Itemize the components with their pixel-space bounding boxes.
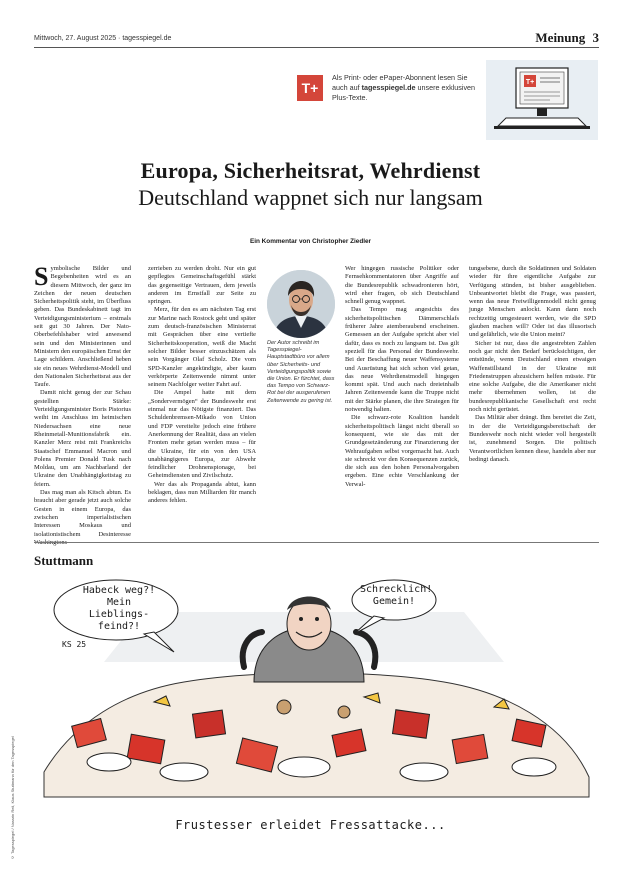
author-portrait — [267, 270, 335, 338]
cartoon-caption: Frustesser erleidet Fressattacke... — [175, 818, 446, 832]
promo-text-part2: unsere exklusiven Plus-Texte. — [332, 83, 476, 102]
cartoon-signature: KS 25 — [62, 640, 87, 649]
paragraph: Das Militär aber drängt. Ihm bereitet die Zeit, in der die Verteidigungsbereitschaft der Bundeswehr noch nicht wieder voll hergestellt ist, zunehmend Sorgen. Die politisch Verantwortlichen kennen diese, handeln aber nur bedingt danach. — [469, 414, 596, 463]
section-separator — [34, 542, 599, 543]
article-column-4 — [469, 265, 596, 464]
masthead-section — [535, 30, 599, 46]
tplus-badge: T+ — [297, 75, 323, 101]
computer-illustration-icon — [486, 60, 598, 140]
paragraph: Damit nicht genug der zur Schau gestellten Stärke: Verteidigungsminister Boris Pistorius weiht im Anschluss im heimischen Niedersachsen eine neue Rheinmetall-Munitionsfabrik ein. Kanzler Merz reist mit Frankreichs Staatschef Emmanuel Macron und Polens Premier Donald Tusk nach Moldau, um am Nachbarland der Ukraine den Unabhängigkeitstag zu feiern. — [34, 389, 131, 488]
article-headline: Europa, Sicherheitsrat, Wehrdienst — [140, 158, 481, 183]
paragraph: Die schwarz-rote Koalition handelt sicherheitspolitisch längst nicht überall so konsequent, wie sie das mit der Grundgesetzänderung zur Finanzierung der Wehraufgaben selbst vorgemacht hat. Auch sie schreckt vor den Konsequenzen zurück, die sich aus den hohen Personalvorgaben ergeben. Eine echte Verschlankung der Verwal- — [345, 414, 459, 488]
paragraph: Wer hingegen russische Politiker oder Fernsehkommentatoren über Angriffe auf die Bundesrepublik schwadronieren hört, wird eher fragen, ob sich Deutschland schnell genug wappnet. — [345, 265, 459, 306]
paragraph: Wer das als Propaganda abtut, kann beklagen, dass nun Milliarden für manch anderes fehlen. — [148, 480, 256, 505]
paragraph: Die Ampel hatte mit dem „Sondervermögen“ der Bundeswehr erst einmal nur das Nötigste finanziert. Das Schuldenbremsen-Mikado von Union und FDP vereitelte jedoch eine frühere Anerkennung der Realität, dass an vielen Fronten mehr getan werden muss – für die Ukraine, für ein von den USA unabhängigeres Europa, zur Abwehr feindlicher Drohnenspionage, bei Geheimdiensten und Zivilschutz. — [148, 389, 256, 480]
paragraph: Sicher ist nur, dass die angestrebten Zahlen noch gar nicht den Bedarf berücksichtigen, der entstünde, wenn Deutschland einen etwaigen Waffenstillstand in der Ukraine mit Friedenstruppen abzusichern helfen müsste. Für eine solche Aufgabe, die die Amerikaner nicht mehr übernehmen wollen, ist die bundesrepublikanische Gesellschaft erst recht noch nicht gerüstet. — [469, 339, 596, 414]
paragraph: zerrieben zu werden droht. Nur ein gut gepflegtes Gemeinschaftsgefühl stärkt das gegenseitige Vertrauen, dem jeweils anderen im Ernstfall zur Seite zu springen. — [148, 265, 256, 306]
section-name: Meinung — [535, 30, 586, 45]
paragraph: tungsebene, durch die Soldatinnen und Soldaten wieder für ihre eigentliche Aufgabe zur Verfügung stünden, ist bisher ausgeblieben. Unbeantwortet bleibt die Frage, was passiert, wenn das neue Freiwilligenmodell nicht genug junge Menschen anlockt. Kann dann noch rechtzeitig umgesteuert werden, wie die SPD glauben machen will? Oder ist das illusorisch und gefährlich, wie die Union meint? — [469, 265, 596, 339]
article-subheadline: Deutschland wappnet sich nur langsam — [138, 185, 483, 210]
paragraph: Merz, für den es am nächsten Tag erst zur Marine nach Rostock geht und später zum deutsch-französischen Ministerrat mit Gesprächen über eine vertiefte Sicherheitskooperation, weiß die Macht solcher Bilder besser einzuschätzen als sein Vorgänger Olaf Scholz. Die vom SPD-Kanzler angekündigte, aber kaum verkörperte Zeitenwende nimmt unter seinem Nachfolger weiter Fahrt auf. — [148, 306, 256, 389]
author-caption: Der Autor schreibt im Tagesspiegel-Hauptstadtbüro vor allem über Sicherheits- und Verteidigungspolitik sowie die Union. Er fürchtet, dass das Tempo von Schwarz-Rot bei der ausgerufenen Zeitenwende zu gering ist. — [267, 340, 335, 404]
cartoon-section-title: Stuttmann — [34, 553, 94, 568]
article-column-2 — [148, 265, 256, 506]
promo-site-link[interactable]: tagesspiegel.de — [361, 83, 416, 92]
promo-text-part1: Als Print- oder ePaper-Abonnent lesen Sie auch auf — [332, 73, 468, 92]
cartoon-bubble-left: Habeck weg?! Mein Lieblings-feind?! — [82, 585, 156, 632]
svg-text:T+: T+ — [525, 79, 535, 86]
article-column-3 — [345, 265, 459, 489]
promo-text — [332, 73, 482, 103]
top-rule — [34, 47, 599, 48]
paragraph: Das Tempo mag angesichts des sicherheitspolitischen Dämmerschlafs früherer Jahre atemberaubend erscheinen. Gemessen an der Aufgabe spricht aber viel dafür, dass es noch zu langsam ist. Das gilt speziell für das Personal der Bundeswehr. Bei der Beschaffung neuer Waffensysteme und Ausrüstung hat sich schon viel getan, das neue Wehrdienstmodell hingegen kommt spät. Und auch nach dreieinhalb Jahren Zeitenwende kann die Truppe nicht mit der Stärke planen, die ihre Strategen für notwendig halten. — [345, 306, 459, 414]
cartoon-bubble-right: Schrecklich! Gemein! — [360, 584, 433, 607]
masthead-date-site: Mittwoch, 27. August 2025 · tagesspiegel.de — [34, 35, 172, 42]
paragraph: ymbolische Bilder und Begebenheiten wird es an diesem Mittwoch, der ganz im Zeichen der neuen deutschen Sicherheitspolitik steht, im Überfluss geben. Das Bundeskabinett tagt im Verteidigungsministerium – erstmals seit gut 30 Jahren. Der Nato-Oberbefehlshaber wird anwesend sein und den Ministerinnen und Ministern den europäischen Ernst der Lage schildern. Anschließend heben sie ein neues Wehrdienst-Modell und den Nationalen Sicherheitsrat aus der Taufe. — [34, 265, 131, 389]
article-byline: Ein Kommentar von Christopher Ziedler — [249, 238, 372, 245]
page-number: 3 — [592, 30, 599, 45]
paragraph: Das mag man als Kitsch abtun. Es braucht aber gerade jetzt auch solche Gesten in einem Europa, das zwischen imperialistischen Interessen Moskaus und isolationistischem Desinteresse — [34, 489, 131, 538]
cartoon-credit: © Tagesspiegel / Nassrin Reil, Klaus Stuttmann für den Tagesspiegel — [10, 736, 15, 860]
dropcap: S — [34, 262, 49, 291]
article-column-1 — [34, 262, 131, 547]
